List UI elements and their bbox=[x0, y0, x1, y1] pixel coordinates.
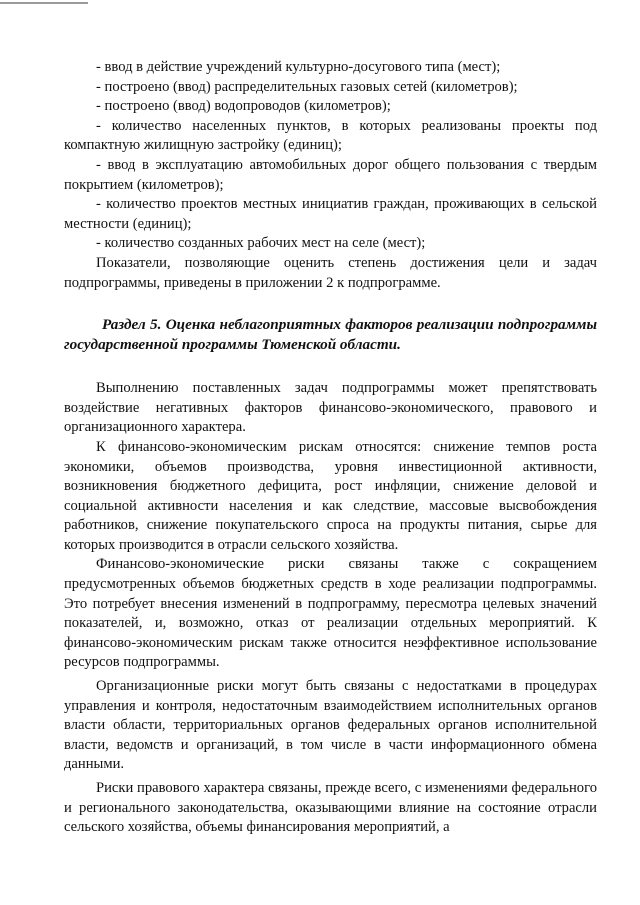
list-item: - ввод в эксплуатацию автомобильных дорог общего пользования с твердым покрытием (километров); bbox=[64, 156, 597, 193]
list-item: - ввод в действие учреждений культурно-досугового типа (мест); bbox=[96, 59, 501, 75]
section-heading: Раздел 5. Оценка неблагоприятных факторов реализации подпрограммы государственной программы Тюменской области. bbox=[64, 316, 597, 354]
scan-edge-mark bbox=[0, 2, 88, 4]
indicators-paragraph: Показатели, позволяющие оценить степень достижения цели и задач подпрограммы, приведены в приложении 2 к подпрограмме. bbox=[64, 254, 597, 291]
paragraph: Риски правового характера связаны, прежде всего, с изменениями федерального и регионального законодательства, оказывающими влияние на состояние отрасли сельского хозяйства, объемы финансирования мероприятий, а bbox=[64, 780, 597, 836]
document-page bbox=[64, 58, 597, 838]
paragraph: Финансово-экономические риски связаны также с сокращением предусмотренных объемов бюджетных средств в ходе реализации подпрограммы. Это потребует внесения изменений в подпрограмму, пересмотра целевых значений показателей, и, возможно, отказ от реализации отдельных мероприятий. К финансово-экономическим рискам также относится неэффективное использование ресурсов подпрограммы. bbox=[64, 556, 597, 671]
list-item: - количество созданных рабочих мест на селе (мест); bbox=[96, 235, 426, 252]
indicator-list bbox=[64, 58, 597, 254]
paragraph: Выполнению поставленных задач подпрограммы может препятствовать воздействие негативных факторов финансово-экономического, правового и организационного характера. bbox=[64, 380, 597, 436]
paragraph: К финансово-экономическим рискам относятся: снижение темпов роста экономики, объемов производства, уровня инвестиционной активности, возникновения бюджетного дефицита, рост инфляции, снижение деловой и социальной активности населения и как следствие, массовые высвобождения работников, снижение покупательского спроса на продукты питания, сырье для которых производится в отрасли сельского хозяйства. bbox=[64, 438, 597, 553]
list-item: - количество населенных пунктов, в которых реализованы проекты под компактную жилищную застройку (единиц); bbox=[64, 117, 597, 154]
paragraph: Организационные риски могут быть связаны с недостатками в процедурах управления и контроля, недостаточным взаимодействием исполнительных органов власти области, территориальных органов федеральных органов исполнительной власти, ведомств и организаций, в том числе в части информационного обмена данными. bbox=[64, 678, 597, 773]
list-item: - построено (ввод) водопроводов (километров); bbox=[96, 98, 391, 115]
list-item: - построено (ввод) распределительных газовых сетей (километров); bbox=[96, 78, 518, 95]
list-item: - количество проектов местных инициатив граждан, проживающих в сельской местности (единиц); bbox=[64, 196, 597, 232]
